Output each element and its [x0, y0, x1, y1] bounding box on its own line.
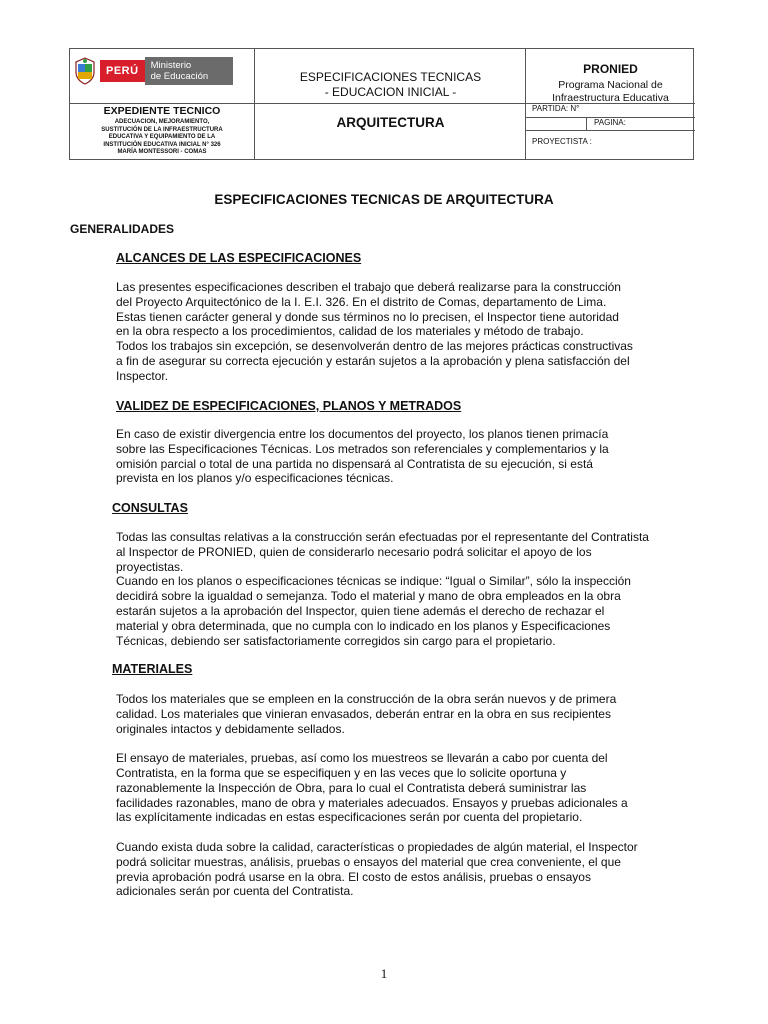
proyectista-label: PROYECTISTA : — [532, 137, 592, 146]
pagina-label: PAGINA: — [594, 118, 626, 127]
spec-title — [256, 70, 525, 100]
header-divider — [586, 117, 587, 130]
document-title: ESPECIFICACIONES TECNICAS DE ARQUITECTURA — [214, 192, 554, 207]
project-line: EDUCATIVA Y EQUIPAMIENTO DE LA — [108, 134, 216, 140]
section-heading: CONSULTAS — [112, 501, 188, 515]
program-line1: Programa Nacional de — [558, 79, 663, 91]
paragraph-gap — [116, 736, 699, 751]
text-line: prevista en los planos y/o especificaciones técnicas. — [116, 471, 394, 486]
page-number: 1 — [380, 966, 388, 981]
text-line: Las presentes especificaciones describen el trabajo que deberá realizarse para la construcción — [116, 280, 621, 294]
header-divider — [525, 130, 695, 131]
text-line: En caso de existir divergencia entre los documentos del proyecto, los planos tienen primacía — [116, 427, 609, 441]
section-paragraph — [116, 427, 699, 486]
text-line: Estas tienen carácter general y donde sus términos no lo precisen, el Inspector tiene autoridad — [116, 309, 619, 324]
text-line: originales intactos y debidamente sellados. — [116, 721, 345, 736]
program-name — [527, 79, 694, 105]
peru-badge: PERÚ — [100, 60, 145, 82]
section-title: ARQUITECTURA — [336, 115, 445, 130]
text-line: a fin de asegurar su correcta ejecución y estarán sujetos a la aprobación y plena satisfacción del — [116, 353, 630, 368]
pronied-name: PRONIED — [583, 62, 638, 76]
ministry-line2: de Educación — [150, 71, 209, 82]
header-divider — [70, 103, 525, 104]
text-line: proyectistas. — [116, 559, 184, 574]
text-line: calidad. Los materiales que vinieran envasados, deberán entrar en la obra en sus recipientes — [116, 706, 611, 721]
text-line: las explícitamente indicadas en estas especificaciones serán por cuenta del propietario. — [116, 810, 583, 825]
section-heading: VALIDEZ DE ESPECIFICACIONES, PLANOS Y METRADOS — [116, 399, 462, 413]
coat-of-arms-icon — [74, 57, 96, 85]
header-divider — [525, 49, 526, 159]
spec-title-line1: ESPECIFICACIONES TECNICAS — [299, 70, 482, 84]
expediente-title: EXPEDIENTE TECNICO — [103, 105, 221, 117]
project-line: SUSTITUCIÓN DE LA INFRAESTRUCTURA — [101, 126, 223, 133]
section-paragraph — [116, 530, 699, 648]
text-line: Cuando en los planos o especificaciones técnicas se indique: “Igual o Similar”, sólo la inspección — [116, 574, 631, 589]
text-line: podrá solicitar muestras, análisis, pruebas o ensayos del material que crea conveniente, el que — [116, 854, 621, 869]
text-line: El ensayo de materiales, pruebas, así como los muestreos se llevarán a cabo por cuenta del — [116, 751, 608, 766]
paragraph-gap — [116, 825, 699, 840]
partida-label: PARTIDA: N° — [532, 104, 580, 113]
project-line: ADECUACION, MEJORAMIENTO, — [114, 119, 210, 125]
section-heading: MATERIALES — [112, 662, 193, 676]
text-line: en la obra respecto a los procedimientos, calidad de los materiales y método de trabajo. — [116, 324, 584, 339]
text-line: razonablemente la Inspección de Obra, para lo cual el Contratista deberá suministrar las — [116, 780, 587, 795]
ministry-line1: Ministerio — [150, 60, 192, 71]
document-header-table — [69, 48, 694, 160]
spec-title-line2: - EDUCACION INICIAL - — [324, 85, 457, 99]
text-line: decidirá sobre la igualdad o semejanza. Todo el material y mano de obra empleados en la obra — [116, 589, 621, 604]
text-line: previa aprobación podrá usarse en la obra. El costo de estos análisis, pruebas o ensayos — [116, 869, 591, 884]
text-line: sobre las Especificaciones Técnicas. Los metrados son referenciales y complementarios y la — [116, 441, 609, 456]
text-line: Contratista, en la forma que se especifiquen y en las veces que lo solicite oportuna y — [116, 765, 567, 780]
ministry-logo — [74, 57, 233, 85]
text-line: Inspector. — [116, 368, 169, 383]
text-line: omisión parcial o total de una partida no dispensará al Contratista de su ejecución, si está — [116, 456, 593, 471]
project-description — [72, 119, 252, 157]
section-paragraph — [116, 692, 699, 899]
text-line: material y obra determinada, que no cumpla con lo indicado en los planos y Especificaciones — [116, 618, 611, 633]
generalidades-heading: GENERALIDADES — [70, 222, 175, 236]
section-paragraph — [116, 280, 699, 384]
text-line: Técnicas, debiendo ser satisfactoriamente corregidos sin cargo para el propietario. — [116, 633, 556, 648]
text-line: del Proyecto Arquitectónico de la I. E.I. 326. En el distrito de Comas, departamento de Lima. — [116, 294, 607, 309]
text-line: Todas las consultas relativas a la construcción serán efectuadas por el representante del Contratista — [116, 530, 649, 544]
text-line: estarán sujetos a la aprobación del Inspector, quien tiene además el derecho de rechazar el — [116, 603, 605, 618]
project-line: INSTITUCIÓN EDUCATIVA INICIAL N° 326 — [103, 141, 221, 148]
text-line: al Inspector de PRONIED, quien de considerarlo necesario podrá solicitar el apoyo de los — [116, 544, 592, 559]
text-line: Todos los trabajos sin excepción, se desenvolverán dentro de las mejores prácticas constructivas — [116, 339, 633, 354]
ministry-label — [145, 57, 233, 85]
text-line: Todos los materiales que se empleen en la construcción de la obra serán nuevos y de primera — [116, 692, 617, 706]
program-line2: Infraestructura Educativa — [552, 92, 669, 104]
section-heading: ALCANCES DE LAS ESPECIFICACIONES — [116, 251, 362, 265]
text-line: facilidades razonables, mano de obra y materiales adecuados. Ensayos y pruebas adicionales a — [116, 795, 628, 810]
pronied-block — [527, 62, 694, 105]
text-line: Cuando exista duda sobre la calidad, características o propiedades de algún material, el Inspector — [116, 839, 638, 854]
project-line: MARÍA MONTESSORI - COMAS — [117, 149, 207, 155]
expediente-block — [72, 105, 252, 157]
text-line: adicionales serán por cuenta del Contratista. — [116, 884, 354, 899]
header-divider — [254, 49, 255, 159]
